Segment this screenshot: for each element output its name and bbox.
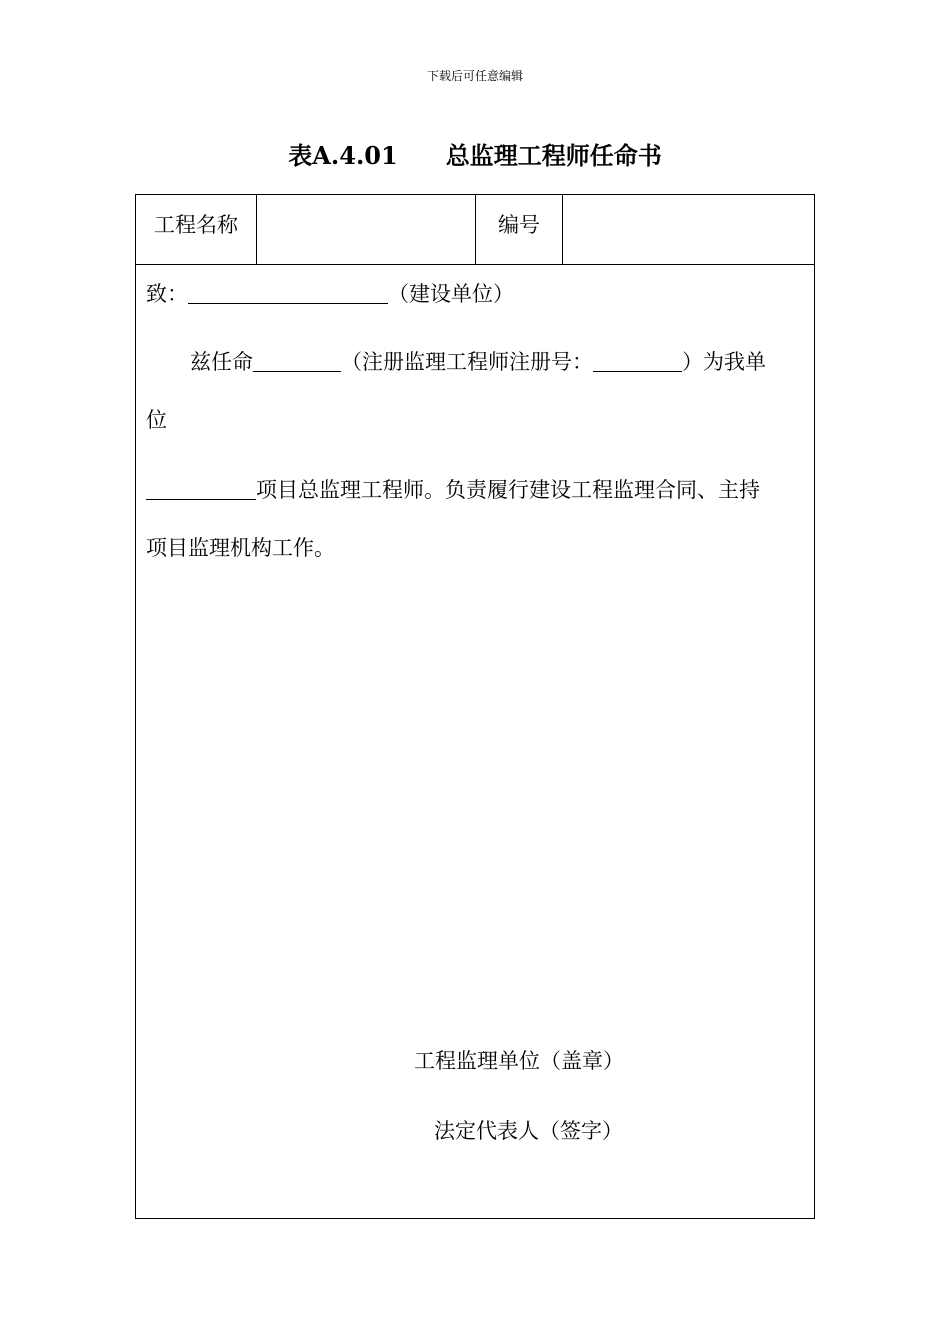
addressee-prefix: 致： bbox=[146, 282, 188, 306]
appoint-wrap: 位 bbox=[146, 408, 167, 432]
supervision-unit-seal-label: 工程监理单位（盖章） bbox=[414, 1049, 624, 1073]
project-name-label-cell bbox=[136, 195, 257, 264]
header-note: 下载后可任意编辑 bbox=[426, 69, 523, 83]
project-line-2 bbox=[146, 532, 335, 562]
page-title: 表A.4.01 总监理工程师任命书 bbox=[288, 141, 662, 170]
addressee-line bbox=[146, 278, 514, 308]
project-suffix: 项目总监理工程师。负责履行建设工程监理合同、主持 bbox=[256, 478, 760, 502]
project-name-blank[interactable] bbox=[146, 498, 256, 500]
code-value-cell[interactable] bbox=[563, 195, 814, 264]
code-label: 编号 bbox=[498, 213, 540, 237]
appointment-line bbox=[190, 346, 766, 376]
appoint-suffix: ）为我单 bbox=[682, 350, 766, 374]
appointee-name-blank[interactable] bbox=[253, 370, 341, 372]
addressee-blank[interactable] bbox=[188, 302, 388, 304]
appointment-wrap-line bbox=[146, 404, 167, 434]
legal-representative-signature-label: 法定代表人（签字） bbox=[434, 1119, 623, 1143]
code-label-cell bbox=[476, 195, 563, 264]
addressee-suffix: （建设单位） bbox=[388, 282, 514, 306]
registration-number-blank[interactable] bbox=[593, 370, 682, 372]
appointment-form-table bbox=[135, 194, 815, 1219]
project-name-label: 工程名称 bbox=[154, 213, 238, 237]
project-line bbox=[146, 474, 760, 504]
project-line2-text: 项目监理机构工作。 bbox=[146, 536, 335, 560]
appoint-prefix: 兹任命 bbox=[190, 350, 253, 374]
appoint-mid: （注册监理工程师注册号： bbox=[341, 350, 593, 374]
form-header-row bbox=[136, 195, 814, 265]
project-name-value-cell[interactable] bbox=[257, 195, 476, 264]
